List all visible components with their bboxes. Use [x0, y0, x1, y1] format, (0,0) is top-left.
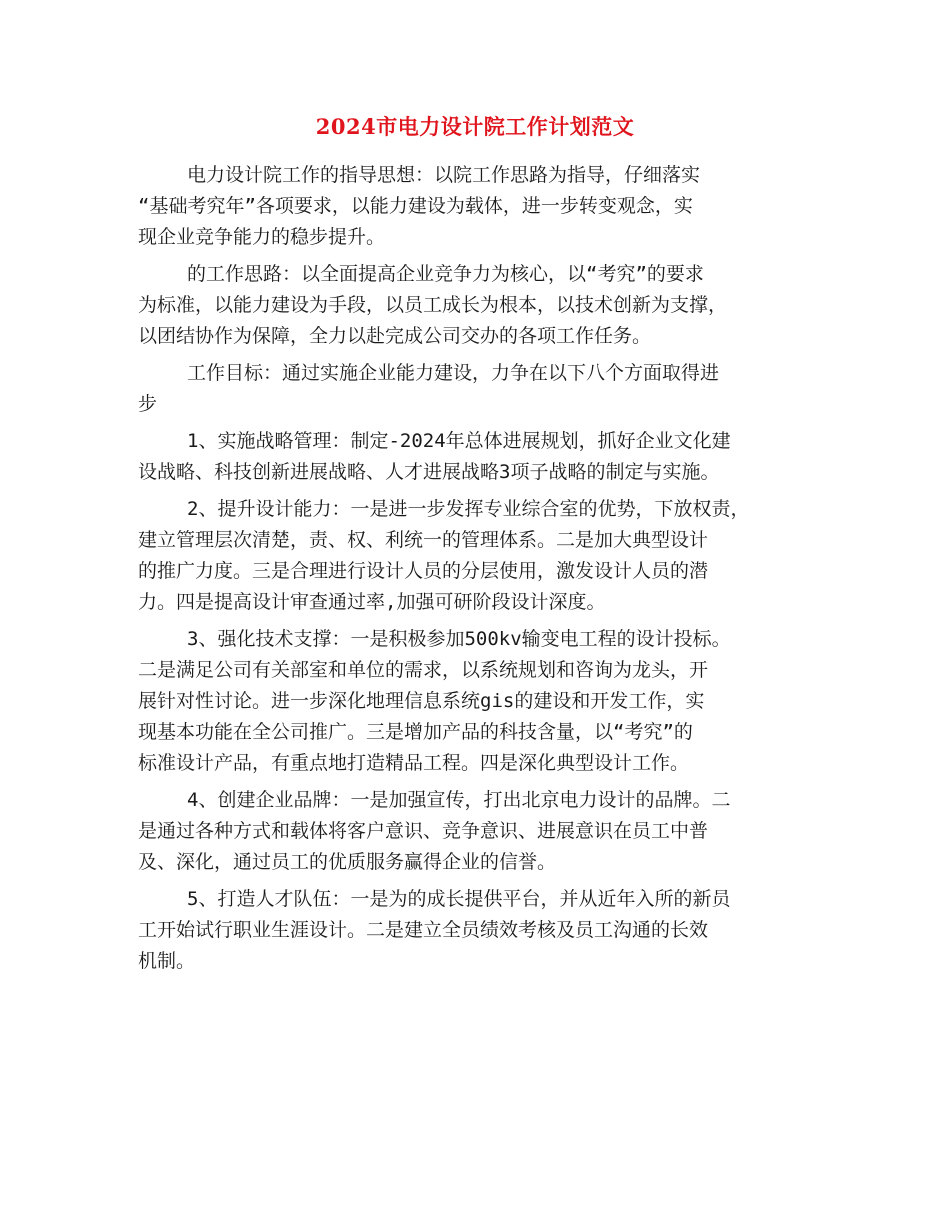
document-title: 2024市电力设计院工作计划范文 — [315, 114, 635, 139]
paragraph-line: 2、提升设计能力：一是进一步发挥专业综合室的优势，下放权责， — [187, 498, 750, 520]
paragraph-line: 二是满足公司有关部室和单位的需求，以系统规划和咨询为龙头，开 — [138, 659, 709, 681]
paragraph-line: “基础考究年”各项要求，以能力建设为载体，进一步转变观念，实 — [138, 195, 693, 217]
paragraph-line: 工开始试行职业生涯设计。二是建立全员绩效考核及员工沟通的长效 — [138, 919, 709, 941]
paragraph-line: 现基本功能在全公司推广。三是增加产品的科技含量，以“考究”的 — [138, 721, 693, 743]
paragraph-line: 力。四是提高设计审查通过率,加强可研阶段设计深度。 — [138, 591, 606, 613]
paragraph-line: 5、打造人才队伍：一是为的成长提供平台，并从近年入所的新员 — [187, 888, 731, 910]
paragraph-item-5-talent — [138, 884, 810, 977]
paragraph-line: 现企业竞争能力的稳步提升。 — [138, 226, 386, 248]
paragraph-item-3-technology — [138, 624, 810, 779]
paragraph-line: 工作目标：通过实施企业能力建设，力争在以下八个方面取得进 — [187, 362, 720, 384]
paragraph-line: 的推广力度。三是合理进行设计人员的分层使用，激发设计人员的潜 — [138, 560, 709, 582]
paragraph-line: 步 — [138, 393, 158, 415]
paragraph-work-goals — [138, 358, 810, 420]
paragraph-work-approach — [138, 259, 810, 352]
paragraph-line: 是通过各种方式和载体将客户意识、竞争意识、进展意识在员工中普 — [138, 820, 709, 842]
paragraph-item-4-brand — [138, 785, 810, 878]
paragraph-item-1-strategy — [138, 426, 810, 488]
paragraph-line: 的工作思路：以全面提高企业竞争力为核心，以“考究”的要求 — [187, 263, 704, 285]
paragraph-line: 为标准，以能力建设为手段，以员工成长为根本，以技术创新为支撑， — [138, 294, 728, 316]
paragraph-line: 标准设计产品，有重点地打造精品工程。四是深化典型设计工作。 — [138, 752, 690, 774]
paragraph-line: 机制。 — [138, 950, 196, 972]
paragraph-line: 建立管理层次清楚，责、权、利统一的管理体系。二是加大典型设计 — [138, 529, 709, 551]
paragraph-line: 设战略、科技创新进展战略、人才进展战略3项子战略的制定与实施。 — [138, 461, 720, 483]
paragraph-item-2-design — [138, 494, 810, 618]
paragraph-line: 3、强化技术支撑：一是积极参加500kv输变电工程的设计投标。 — [187, 628, 731, 650]
paragraph-line: 及、深化，通过员工的优质服务赢得企业的信誉。 — [138, 851, 557, 873]
paragraph-line: 电力设计院工作的指导思想：以院工作思路为指导，仔细落实 — [187, 164, 701, 186]
paragraph-line: 4、创建企业品牌：一是加强宣传，打出北京电力设计的品牌。二 — [187, 789, 731, 811]
document-body — [138, 160, 810, 977]
paragraph-line: 1、实施战略管理：制定-2024年总体进展规划，抓好企业文化建 — [187, 430, 731, 452]
paragraph-guiding-ideology — [138, 160, 810, 253]
paragraph-line: 展针对性讨论。进一步深化地理信息系统gis的建设和开发工作，实 — [138, 690, 705, 712]
paragraph-line: 以团结协作为保障，全力以赴完成公司交办的各项工作任务。 — [138, 325, 652, 347]
